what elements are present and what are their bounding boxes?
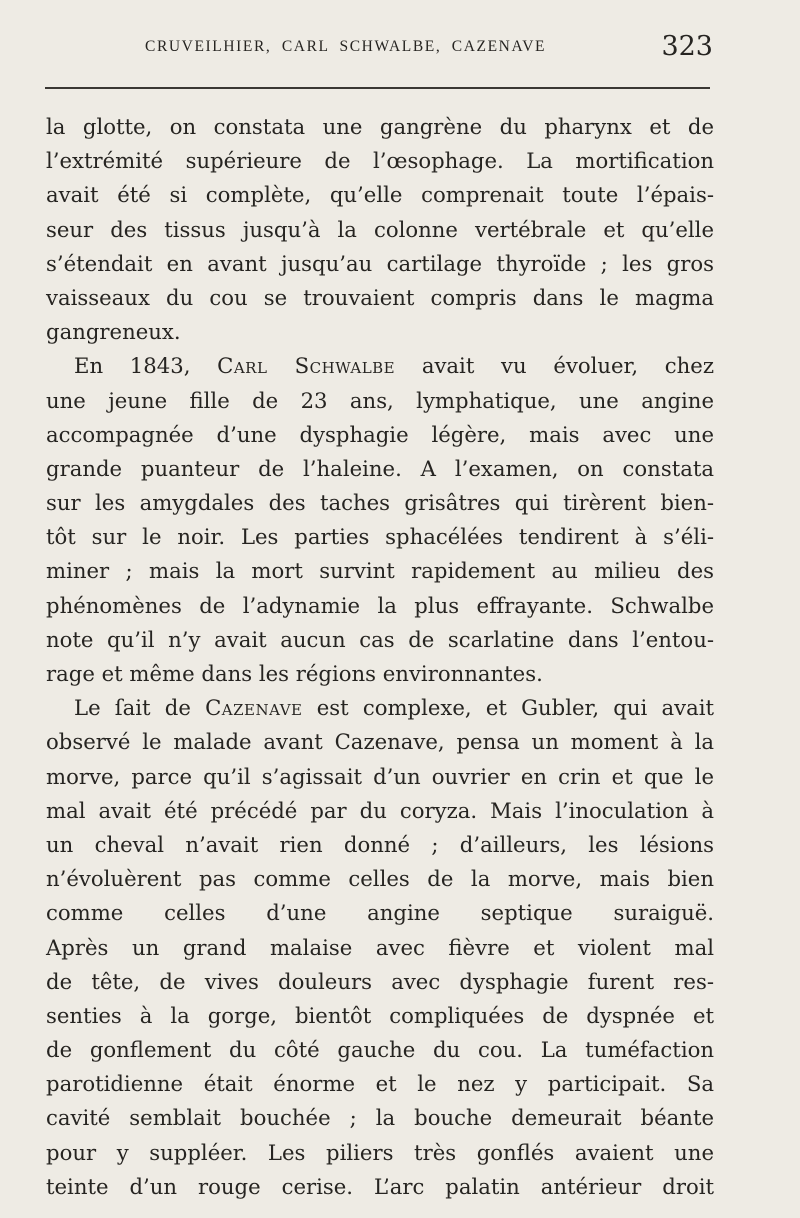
text-run: phénomènes de l’adynamie la plus effrayante. Schwalbe xyxy=(46,592,714,618)
text-run: mal avait été précédé par du coryza. Mais l’inoculation à xyxy=(46,797,714,823)
text-run: grande puanteur de l’haleine. A l’examen, on constata xyxy=(46,455,714,481)
text-run: gangreneux. xyxy=(46,319,181,345)
text-run: pour y suppléer. Les piliers très gonflés avaient une xyxy=(46,1139,714,1165)
text-run: la glotte, on constata une gangrène du pharynx et de xyxy=(46,114,714,139)
text-run: une jeune fille de 23 ans, lymphatique, une angine xyxy=(46,387,714,413)
text-run: seur des tissus jusqu’à la colonne vertébrale et qu’elle xyxy=(46,216,714,242)
text-line xyxy=(46,178,714,212)
text-line xyxy=(46,828,714,862)
text-run: senties à la gorge, bientôt compliquées de dyspnée et xyxy=(46,1002,714,1028)
text-run: tôt sur le noir. Les parties sphacélées tendirent à s’éli- xyxy=(46,524,714,550)
text-run: Le ſait de xyxy=(74,695,206,721)
text-run: rage et même dans les régions environnantes. xyxy=(46,661,543,686)
text-line xyxy=(46,486,714,520)
text-line xyxy=(46,725,714,759)
text-line xyxy=(46,1033,714,1067)
text-run: morve, parce qu’il s’agissait d’un ouvrier en crin et que le xyxy=(46,763,714,789)
text-line xyxy=(46,691,714,725)
text-line xyxy=(46,794,714,828)
text-line xyxy=(46,657,714,691)
text-line xyxy=(46,589,714,623)
text-line xyxy=(46,760,714,794)
text-line xyxy=(46,110,714,144)
text-line xyxy=(46,1101,714,1135)
running-title: CRUVEILHIER, CARL SCHWALBE, CAZENAVE xyxy=(145,38,547,55)
author-name: Cazenave xyxy=(205,695,303,721)
text-line xyxy=(46,281,714,315)
text-run: parotidienne était énorme et le nez y participait. Sa xyxy=(46,1071,714,1097)
text-run: cavité semblait bouchée ; la bouche demeurait béante xyxy=(46,1105,714,1131)
text-line xyxy=(46,1170,714,1204)
text-line xyxy=(46,623,714,657)
text-line xyxy=(46,384,714,418)
text-run: l’extrémité supérieure de l’œsophage. La mortification xyxy=(46,148,714,174)
text-run: est complexe, et Gubler, qui avait xyxy=(302,695,714,721)
text-run: de tête, de vives douleurs avec dysphagie furent res- xyxy=(46,968,714,994)
text-run: miner ; mais la mort survint rapidement au milieu des xyxy=(46,558,714,584)
text-line xyxy=(46,349,714,383)
text-line xyxy=(46,931,714,965)
text-run: Après un grand malaise avec fièvre et violent mal xyxy=(46,934,714,960)
text-line xyxy=(46,554,714,588)
text-line xyxy=(46,247,714,281)
text-line xyxy=(46,862,714,896)
text-run: sur les amygdales des taches grisâtres qui tirèrent bien- xyxy=(46,490,714,516)
text-run: avait été si complète, qu’elle comprenait toute l’épais- xyxy=(46,182,714,208)
text-run: note qu’il n’y avait aucun cas de scarlatine dans l’entou- xyxy=(46,626,714,652)
header-rule xyxy=(45,87,710,89)
text-line xyxy=(46,965,714,999)
text-run: n’évoluèrent pas comme celles de la morve, mais bien xyxy=(46,866,714,892)
text-line xyxy=(46,213,714,247)
text-line xyxy=(46,1067,714,1101)
text-line xyxy=(46,1136,714,1170)
text-run: vaisseaux du cou se trouvaient compris dans le magma xyxy=(46,284,714,310)
text-run: accompagnée d’une dysphagie légère, mais avec une xyxy=(46,421,714,447)
text-run: avait vu évoluer, chez xyxy=(395,353,714,379)
text-run: comme celles d’une angine septique suraiguë. xyxy=(46,900,714,926)
running-header xyxy=(45,31,713,66)
text-line xyxy=(46,999,714,1033)
text-run: un cheval n’avait rien donné ; d’ailleurs, les lésions xyxy=(46,831,714,857)
text-line xyxy=(46,520,714,554)
text-line xyxy=(46,315,714,349)
body-text xyxy=(46,110,714,1204)
text-run: teinte d’un rouge cerise. L’arc palatin antérieur droit xyxy=(46,1173,714,1199)
text-line xyxy=(46,896,714,930)
text-run: s’étendait en avant jusqu’au cartilage thyroïde ; les gros xyxy=(46,250,714,276)
text-run: En 1843, xyxy=(74,353,218,379)
page-number: 323 xyxy=(661,31,713,62)
text-line xyxy=(46,418,714,452)
author-name: Carl Schwalbe xyxy=(217,353,396,379)
text-line xyxy=(46,452,714,486)
text-line xyxy=(46,144,714,178)
text-run: observé le malade avant Cazenave, pensa un moment à la xyxy=(46,729,714,755)
text-run: de gonflement du côté gauche du cou. La tuméfaction xyxy=(46,1037,714,1063)
